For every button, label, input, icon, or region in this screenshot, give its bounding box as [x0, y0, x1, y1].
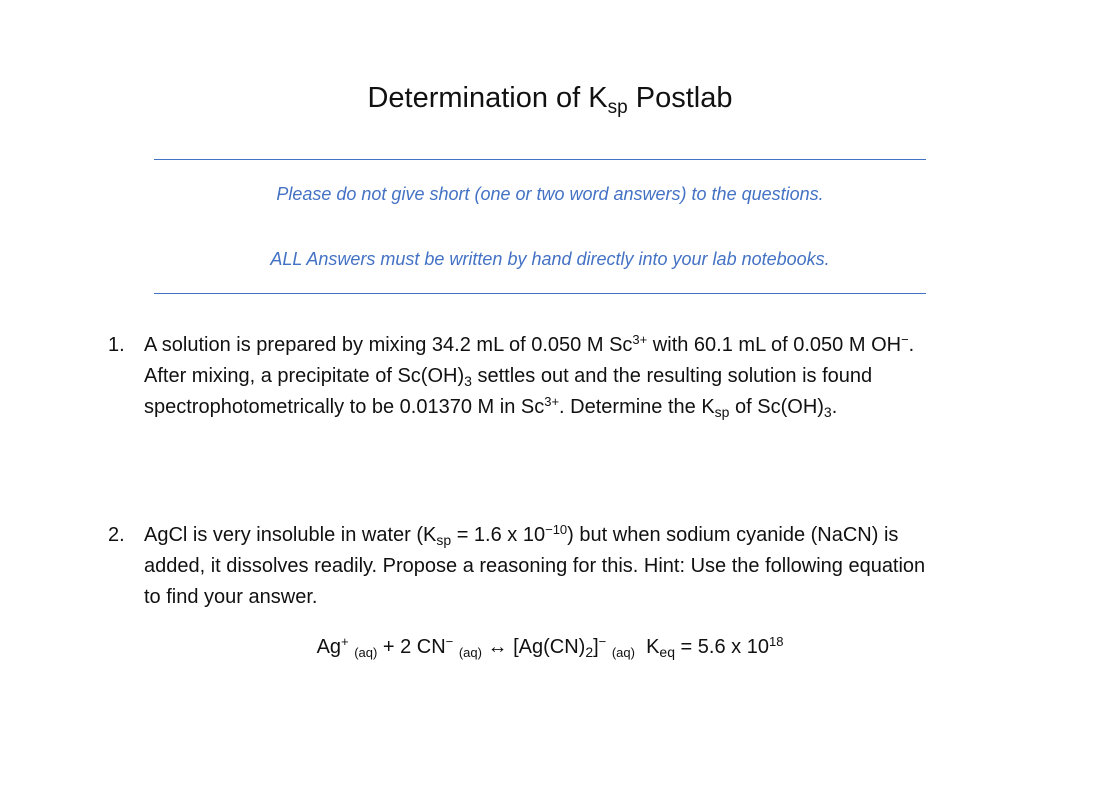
complexation-equation: Ag+ $_{(aq)}$ + 2 CN− $_{(aq)}$ ↔ $[Ag(CN)_2]^-$ $_{(aq)}$ $K_{eq} = 5.6$ x $10^{18}$: [316, 634, 784, 660]
bottom-divider: [154, 293, 926, 294]
question-2-number: 2.: [108, 524, 125, 546]
question-2-text: AgCl is very insoluble in water ($K_{sp} = 1.6$ x $10^{-10}$) but when sodium cyanide (NaCN) is added, it dissolves readily. Propose a reasoning for this. Hint: Use the following equation to find your answer.: [144, 522, 926, 608]
question-1: [108, 330, 1018, 423]
question-1-text: A solution is prepared by mixing 34.2 mL of 0.050 M $Sc^{3+}$ with 60.1 mL of 0.050 M OH−. After mixing, a precipitate of $Sc(OH)_3$ settles out and the resulting solution is found spectrophotometrically to be 0.01370 M in $Sc^{3+}$. Determine the $K_{sp}$ of $Sc(OH)_3$.: [144, 332, 915, 420]
page-title: Determination of $K_{sp}$ Postlab: [367, 82, 733, 118]
instruction-short-answers: Please do not give short (one or two word answers) to the questions.: [276, 184, 824, 204]
question-1-number: 1.: [108, 334, 125, 356]
top-divider: [154, 159, 926, 160]
instruction-handwritten: ALL Answers must be written by hand directly into your lab notebooks.: [270, 249, 830, 269]
question-2: [108, 520, 1018, 613]
